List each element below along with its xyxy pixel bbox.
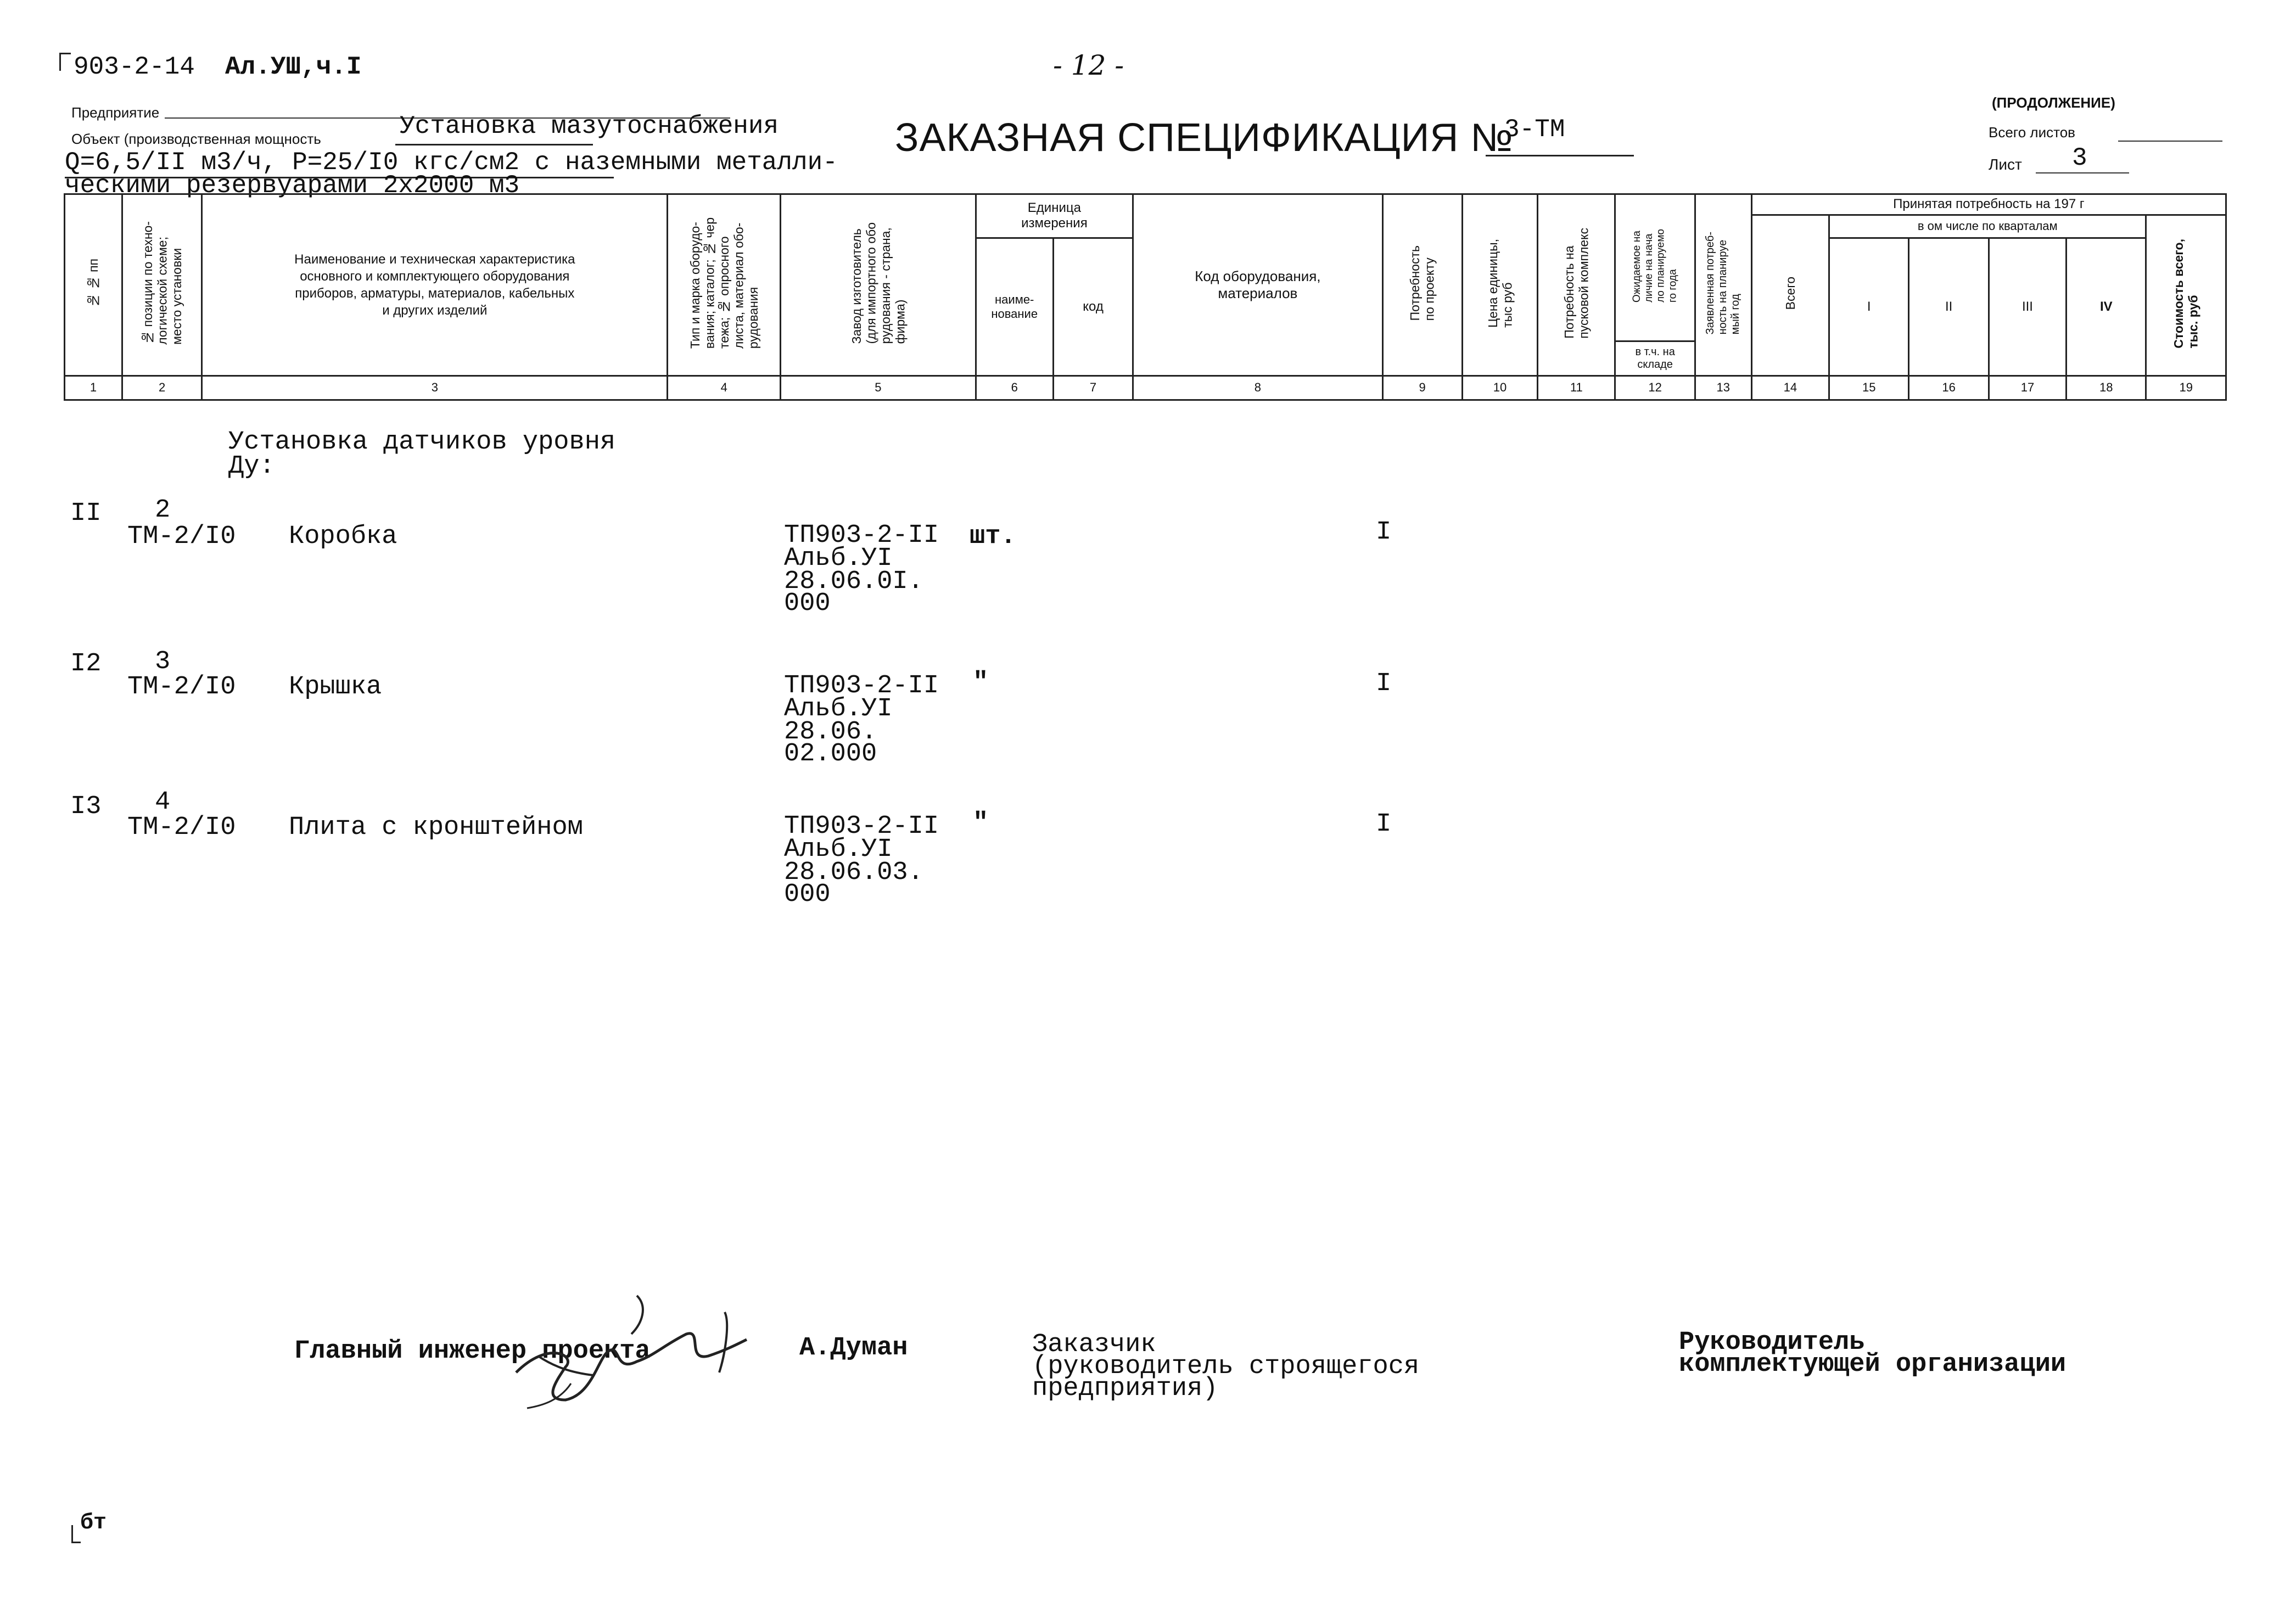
row-type-line: 000 <box>784 589 831 618</box>
col-number: 3 <box>202 376 668 400</box>
th-manufacturer: Завод изготовитель (для импортного обо рудования - страна, фирма) <box>781 194 976 376</box>
th-quarter-1: I <box>1829 238 1909 376</box>
col-number: 7 <box>1053 376 1133 400</box>
supplier-line1: Руководитель <box>1679 1328 1865 1357</box>
th-unit-group: Единица измерения <box>976 194 1133 238</box>
row-type-line: 28.06. <box>784 718 877 747</box>
row-unit: " <box>973 809 989 838</box>
th-quarter-2: II <box>1909 238 1989 376</box>
row-quantity: I <box>1376 810 1392 839</box>
row-position-index: 2 <box>155 496 171 525</box>
th-declared-need: Заявленная потреб- ность на планируе мый год <box>1695 194 1751 376</box>
col-number: 8 <box>1133 376 1382 400</box>
col-number: 11 <box>1538 376 1615 400</box>
corner-bracket-bottom <box>71 1525 81 1543</box>
col-number: 6 <box>976 376 1053 400</box>
th-unit-name: наиме- нование <box>976 238 1053 376</box>
th-unit-price: Цена единицы, тыс руб <box>1462 194 1537 376</box>
sheet-number-line <box>2036 172 2129 173</box>
col-number: 17 <box>1989 376 2066 400</box>
col-number: 14 <box>1751 376 1829 400</box>
th-total: Всего <box>1751 215 1829 376</box>
row-type-line: 28.06.0I. <box>784 567 923 596</box>
row-position: ТМ-2/I0 <box>127 522 236 551</box>
enterprise-label: Предприятие <box>71 104 160 121</box>
row-number: II <box>70 499 102 528</box>
chief-engineer-name: А.Думан <box>799 1334 908 1363</box>
th-project-need: Потребность по проекту <box>1382 194 1462 376</box>
specification-header-table <box>64 193 2227 401</box>
page-number: - 12 - <box>1053 49 1124 81</box>
row-type-line: ТП903-2-II <box>784 671 939 701</box>
th-position: № позиции по техно- логической схеме; место установки <box>122 194 201 376</box>
customer-line3: предприятия) <box>1032 1374 1218 1403</box>
th-type: Тип и марка оборудо- вания; каталог; № чер тежа; № опросного листа, материал обо- рудования <box>668 194 781 376</box>
row-position: ТМ-2/I0 <box>127 673 236 702</box>
row-item-name: Крышка <box>289 673 382 702</box>
col-number: 16 <box>1909 376 1989 400</box>
row-number: I3 <box>70 792 102 821</box>
col-number: 13 <box>1695 376 1751 400</box>
total-sheets-line <box>2118 141 2222 142</box>
spec-number-line <box>1486 155 1634 156</box>
th-unit-code: код <box>1053 238 1133 376</box>
row-type-line: Альб.УI <box>784 835 893 864</box>
object-underline1 <box>395 144 593 145</box>
col-number: 1 <box>65 376 122 400</box>
row-type-line: Альб.УI <box>784 694 893 724</box>
th-quarter-4: IV <box>2067 238 2146 376</box>
row-quantity: I <box>1376 518 1392 547</box>
col-number: 19 <box>2146 376 2226 400</box>
th-equipment-code: Код оборудования, материалов <box>1133 194 1382 376</box>
section-title-line2: Ду: <box>228 452 275 481</box>
th-accepted-need: Принятая потребность на 197 г <box>1751 194 2226 215</box>
spec-number: 3-ТМ <box>1504 115 1565 144</box>
corner-mark: бт <box>80 1511 107 1536</box>
document-title: ЗАКАЗНАЯ СПЕЦИФИКАЦИЯ № <box>895 116 1514 160</box>
row-number: I2 <box>70 649 102 679</box>
row-unit: " <box>973 668 989 697</box>
chief-engineer-label: Главный инженер проекта <box>294 1337 651 1366</box>
sheet-label: Лист <box>1989 156 2022 173</box>
row-type-line: 28.06.03. <box>784 858 923 887</box>
row-item-name: Плита с кронштейном <box>289 813 583 842</box>
th-expected-stock: Ожидаемое на личие на нача ло планируемо го года <box>1615 194 1695 341</box>
row-type-line: ТП903-2-II <box>784 812 939 841</box>
row-type-line: Альб.УI <box>784 544 893 573</box>
object-value-line2: Q=6,5/II м3/ч, P=25/I0 кгс/см2 с наземными металли- <box>65 148 838 177</box>
col-number: 10 <box>1462 376 1537 400</box>
row-type-line: 02.000 <box>784 739 877 769</box>
th-name: Наименование и техническая характеристика основного и комплектующего оборудования приборов, арматуры, материалов, кабельных и других изделий <box>202 194 668 376</box>
th-quarters: в ом числе по кварталам <box>1829 215 2146 238</box>
row-type-line: 000 <box>784 880 831 909</box>
col-number: 15 <box>1829 376 1909 400</box>
col-number: 18 <box>2067 376 2146 400</box>
sheet-number: 3 <box>2072 144 2087 172</box>
continuation-label: (ПРОДОЛЖЕНИЕ) <box>1992 94 2115 111</box>
th-quarter-3: III <box>1989 238 2066 376</box>
col-number: 12 <box>1615 376 1695 400</box>
col-number: 9 <box>1382 376 1462 400</box>
row-item-name: Коробка <box>289 522 397 551</box>
object-label: Объект (производственная мощность <box>71 131 321 147</box>
col-number: 2 <box>122 376 201 400</box>
signature-image <box>505 1290 780 1416</box>
col-number: 4 <box>668 376 781 400</box>
th-in-warehouse: в т.ч. на складе <box>1615 341 1695 376</box>
row-position-index: 3 <box>155 647 171 676</box>
row-unit: шт. <box>970 522 1016 551</box>
document-code: 903-2-14 <box>74 53 195 81</box>
object-value-line3: ческими резервуарами 2х2000 м3 <box>65 171 520 200</box>
section-title-line1: Установка датчиков уровня <box>228 428 616 457</box>
album-reference: Ал.УШ,ч.I <box>225 53 362 81</box>
row-quantity: I <box>1376 669 1392 698</box>
col-number: 5 <box>781 376 976 400</box>
customer-line1: Заказчик <box>1032 1330 1156 1359</box>
row-position-index: 4 <box>155 788 171 817</box>
supplier-line2: комплектующей организации <box>1679 1350 2067 1379</box>
th-cost-total: Стоимость всего, тыс. руб <box>2146 215 2226 376</box>
row-position: ТМ-2/I0 <box>127 813 236 842</box>
column-number-row <box>65 376 2226 400</box>
th-startup-need: Потребность на пусковой комплекс <box>1538 194 1615 376</box>
object-value-line1: Установка мазутоснабжения <box>400 112 779 141</box>
corner-bracket <box>59 53 71 71</box>
row-type-line: ТП903-2-II <box>784 521 939 550</box>
customer-line2: (руководитель строящегося <box>1032 1352 1420 1381</box>
th-row-number: № № пп <box>65 194 122 376</box>
total-sheets-label: Всего листов <box>1989 124 2075 141</box>
